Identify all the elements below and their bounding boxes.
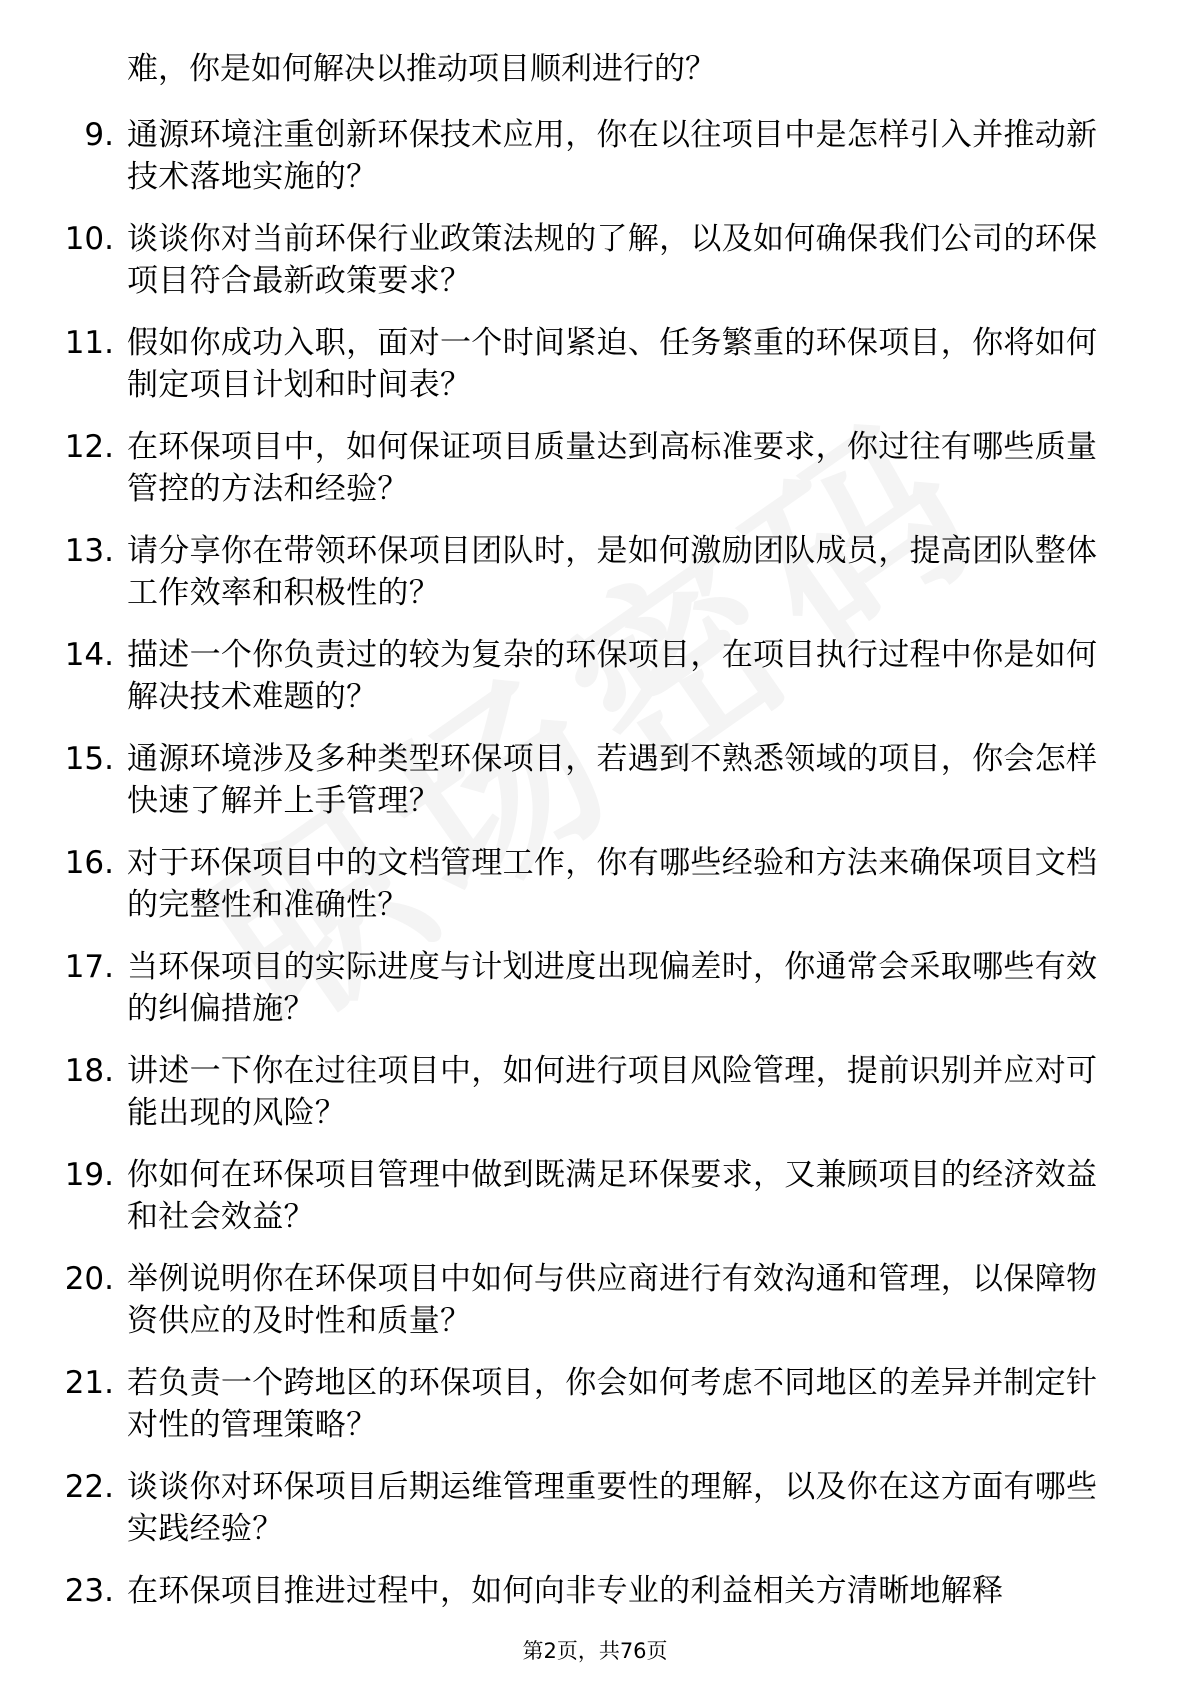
- question-number: 22.: [64, 1469, 114, 1505]
- continued-question-text: 难，你是如何解决以推动项目顺利进行的？: [127, 51, 716, 87]
- question-item: [0, 1362, 1190, 1466]
- question-text: 假如你成功入职，面对一个时间紧迫、任务繁重的环保项目，你将如何制定项目计划和时间表？: [127, 325, 1098, 403]
- question-number: 10.: [64, 221, 114, 257]
- question-text: 请分享你在带领环保项目团队时，是如何激励团队成员，提高团队整体工作效率和积极性的？: [127, 533, 1098, 611]
- question-text: 在环保项目中，如何保证项目质量达到高标准要求，你过往有哪些质量管控的方法和经验？: [127, 429, 1098, 507]
- question-text: 通源环境注重创新环保技术应用，你在以往项目中是怎样引入并推动新技术落地实施的？: [127, 117, 1098, 195]
- question-list: [0, 114, 1190, 1674]
- question-item: [0, 426, 1190, 530]
- question-item: [0, 1050, 1190, 1154]
- question-number: 18.: [64, 1053, 114, 1089]
- question-text: 谈谈你对环保项目后期运维管理重要性的理解，以及你在这方面有哪些实践经验？: [127, 1469, 1098, 1547]
- question-item: [0, 218, 1190, 322]
- question-text: 在环保项目推进过程中，如何向非专业的利益相关方清晰地解释: [127, 1573, 1004, 1609]
- question-text: 若负责一个跨地区的环保项目，你会如何考虑不同地区的差异并制定针对性的管理策略？: [127, 1365, 1098, 1443]
- question-text: 当环保项目的实际进度与计划进度出现偏差时，你通常会采取哪些有效的纠偏措施？: [127, 949, 1098, 1027]
- question-text: 描述一个你负责过的较为复杂的环保项目，在项目执行过程中你是如何解决技术难题的？: [127, 637, 1098, 715]
- page-footer: 第2页，共76页: [522, 1639, 668, 1663]
- question-item: [0, 842, 1190, 946]
- question-number: 23.: [64, 1573, 114, 1609]
- question-item: [0, 322, 1190, 426]
- question-number: 19.: [64, 1157, 114, 1193]
- question-number: 21.: [64, 1365, 114, 1401]
- question-number: 17.: [64, 949, 114, 985]
- question-item: [0, 634, 1190, 738]
- question-number: 11.: [64, 325, 114, 361]
- question-number: 12.: [64, 429, 114, 465]
- question-item: [0, 530, 1190, 634]
- question-number: 9.: [84, 117, 114, 153]
- question-text: 举例说明你在环保项目中如何与供应商进行有效沟通和管理，以保障物资供应的及时性和质量？: [127, 1261, 1098, 1339]
- question-item: [0, 114, 1190, 218]
- question-item: [0, 738, 1190, 842]
- question-item: [0, 1154, 1190, 1258]
- question-number: 13.: [64, 533, 114, 569]
- question-item: [0, 946, 1190, 1050]
- question-item: [0, 1466, 1190, 1570]
- question-number: 15.: [64, 741, 114, 777]
- question-item: [0, 1258, 1190, 1362]
- question-number: 14.: [64, 637, 114, 673]
- question-text: 对于环保项目中的文档管理工作，你有哪些经验和方法来确保项目文档的完整性和准确性？: [127, 845, 1098, 923]
- question-number: 20.: [64, 1261, 114, 1297]
- question-text: 谈谈你对当前环保行业政策法规的了解，以及如何确保我们公司的环保项目符合最新政策要求？: [127, 221, 1098, 299]
- question-number: 16.: [64, 845, 114, 881]
- question-text: 通源环境涉及多种类型环保项目，若遇到不熟悉领域的项目，你会怎样快速了解并上手管理？: [127, 741, 1098, 819]
- question-text: 你如何在环保项目管理中做到既满足环保要求，又兼顾项目的经济效益和社会效益？: [127, 1157, 1098, 1235]
- question-text: 讲述一下你在过往项目中，如何进行项目风险管理，提前识别并应对可能出现的风险？: [127, 1053, 1098, 1131]
